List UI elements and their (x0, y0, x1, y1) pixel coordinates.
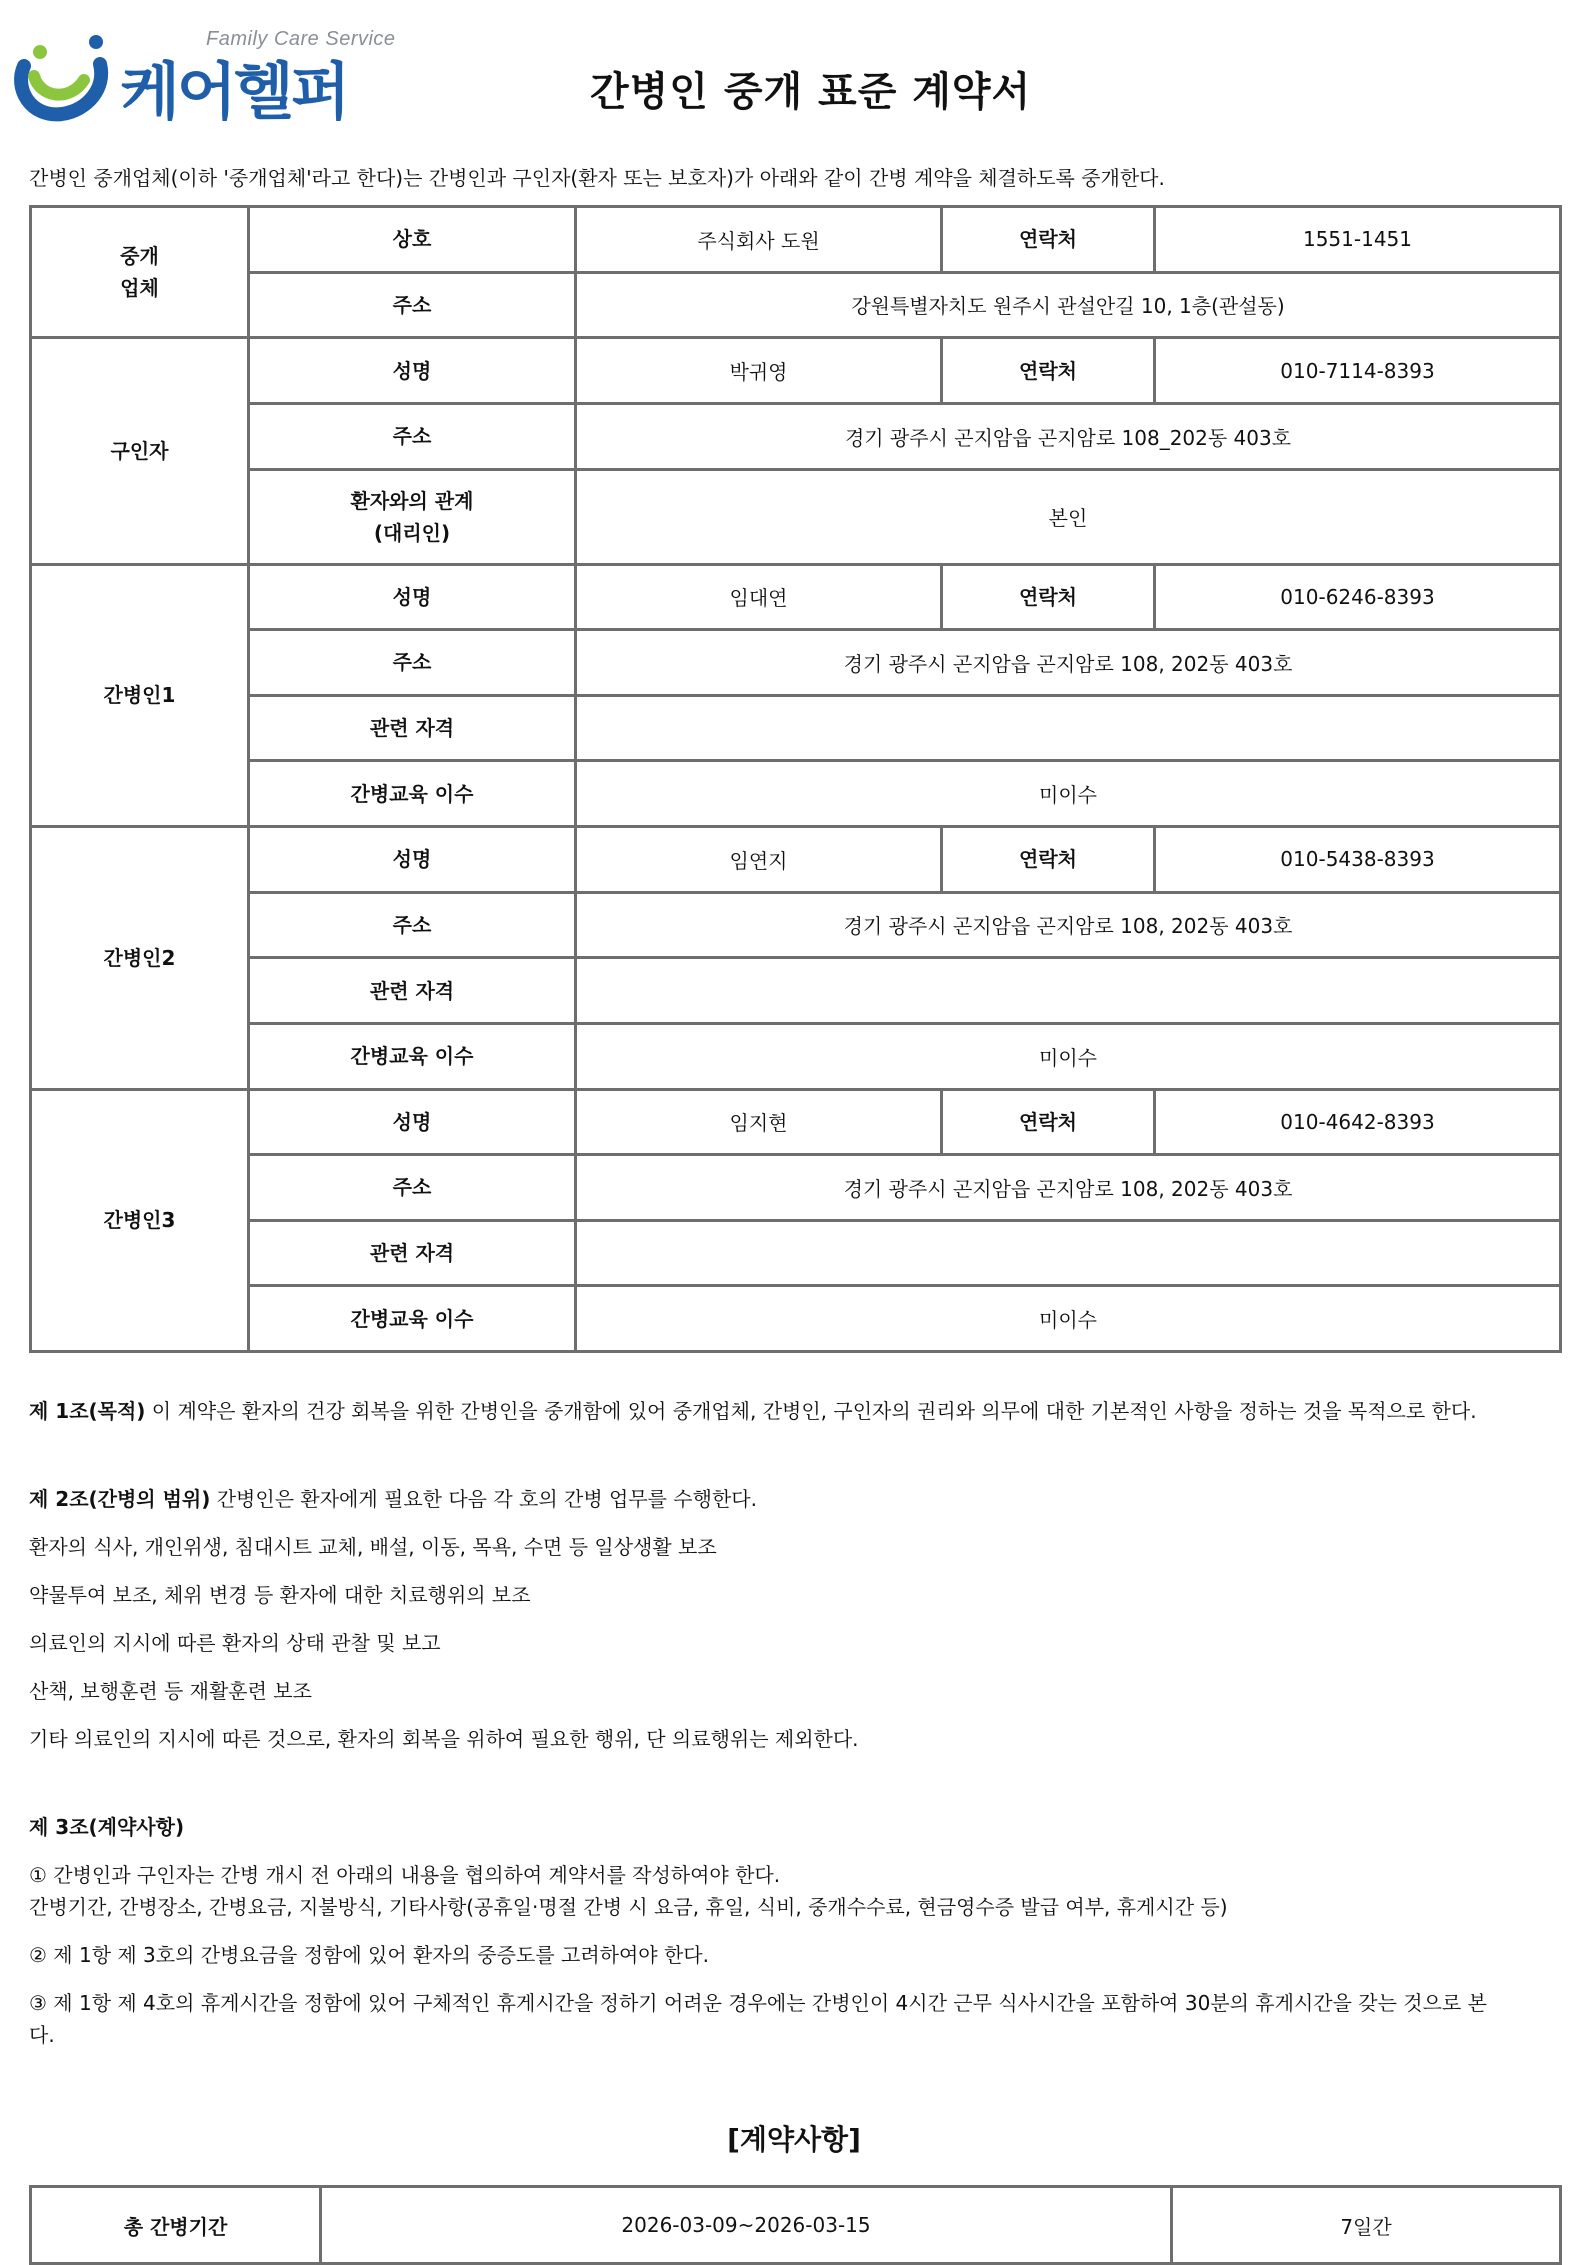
table-row (31, 403, 1561, 469)
page-title: 간병인 중개 표준 계약서 (590, 69, 1032, 115)
contact-label: 연락처 (942, 827, 1155, 893)
agency-address: 강원특별자치도 원주시 관설안길 10, 1층(관설동) (576, 272, 1561, 338)
table-row (31, 827, 1561, 893)
caregiver-education: 미이수 (576, 1023, 1561, 1089)
table-row (31, 564, 1561, 630)
agency-trade-name: 주식회사 도원 (576, 207, 942, 273)
caregiver-contact: 010-4642-8393 (1155, 1089, 1561, 1155)
article-2 (29, 1483, 757, 1512)
caregiver-address: 경기 광주시 곤지암읍 곤지암로 108, 202동 403호 (576, 892, 1561, 958)
caregiver-qualification (576, 958, 1561, 1024)
table-row (31, 892, 1561, 958)
client-section-label: 구인자 (31, 338, 249, 564)
address-label: 주소 (249, 630, 576, 696)
list-item: 환자의 식사, 개인위생, 침대시트 교체, 배설, 이동, 목욕, 수면 등 일상생활 보조 (29, 1535, 717, 1559)
table-row (31, 1220, 1561, 1286)
logo-wordmark: 케어헬퍼 (120, 55, 348, 128)
list-item: 기타 의료인의 지시에 따른 것으로, 환자의 회복을 위하여 필요한 행위, 단 의료행위는 제외한다. (29, 1727, 859, 1751)
caregiver-section-label: 간병인3 (31, 1089, 249, 1352)
list-item: 의료인의 지시에 따른 환자의 상태 관찰 및 보고 (29, 1631, 441, 1655)
intro-text: 간병인 중개업체(이하 '중개업체'라고 한다)는 간병인과 구인자(환자 또는 보호자)가 아래와 같이 간병 계약을 체결하도록 중개한다. (29, 166, 1165, 190)
client-relation: 본인 (576, 469, 1561, 564)
article-2-heading: 제 2조(간병의 범위) (29, 1487, 211, 1511)
name-label: 성명 (249, 564, 576, 630)
contact-label: 연락처 (942, 1089, 1155, 1155)
period-days: 7일간 (1172, 2187, 1561, 2264)
caregiver-education: 미이수 (576, 761, 1561, 827)
article-1-text: 이 계약은 환자의 건강 회복을 위한 간병인을 중개함에 있어 중개업체, 간병인, 구인자의 권리와 의무에 대한 기본적인 사항을 정하는 것을 목적으로 한다. (145, 1399, 1477, 1423)
terms-table (29, 2185, 1562, 2265)
article-1-heading: 제 1조(목적) (29, 1399, 146, 1423)
client-address: 경기 광주시 곤지암읍 곤지암로 108_202동 403호 (576, 403, 1561, 469)
caregiver-name: 임연지 (576, 827, 942, 893)
caregiver-contact: 010-6246-8393 (1155, 564, 1561, 630)
logo-tagline: Family Care Service (206, 28, 396, 50)
period-value: 2026-03-09~2026-03-15 (321, 2187, 1172, 2264)
agency-section-label: 중개 업체 (31, 207, 249, 338)
caregiver-qualification (576, 695, 1561, 761)
trade-name-label: 상호 (249, 207, 576, 273)
relation-label: 환자와의 관계 (대리인) (249, 469, 576, 564)
table-row (31, 1286, 1561, 1352)
caregiver-section-label: 간병인2 (31, 827, 249, 1090)
caregiver-name: 임대연 (576, 564, 942, 630)
list-item: 약물투여 보조, 체위 변경 등 환자에 대한 치료행위의 보조 (29, 1583, 531, 1607)
caregiver-education: 미이수 (576, 1286, 1561, 1352)
terms-title: [계약사항] (727, 2123, 861, 2156)
education-label: 간병교육 이수 (249, 761, 576, 827)
name-label: 성명 (249, 827, 576, 893)
table-row (31, 272, 1561, 338)
address-label: 주소 (249, 272, 576, 338)
logo (10, 22, 405, 128)
contact-label: 연락처 (942, 207, 1155, 273)
caregiver-name: 임지현 (576, 1089, 942, 1155)
logo-mark-icon (10, 28, 120, 128)
table-row (31, 695, 1561, 761)
caregiver-qualification (576, 1220, 1561, 1286)
address-label: 주소 (249, 1155, 576, 1221)
table-row (31, 338, 1561, 404)
table-row (31, 630, 1561, 696)
contact-label: 연락처 (942, 564, 1155, 630)
article-3-para-3: ③ 제 1항 제 4호의 휴게시간을 정함에 있어 구체적인 휴게시간을 정하기 어려운 경우에는 간병인이 4시간 근무 식사시간을 포함하여 30분의 휴게시간을 갖는 것으로 본 다. (29, 1991, 1487, 2047)
article-3-para-2: ② 제 1항 제 3호의 간병요금을 정함에 있어 환자의 중증도를 고려하여야 한다. (29, 1943, 709, 1967)
article-2-text: 간병인은 환자에게 필요한 다음 각 호의 간병 업무를 수행한다. (210, 1487, 757, 1511)
qualification-label: 관련 자격 (249, 1220, 576, 1286)
education-label: 간병교육 이수 (249, 1023, 576, 1089)
address-label: 주소 (249, 892, 576, 958)
article-3-heading: 제 3조(계약사항) (29, 1815, 185, 1839)
education-label: 간병교육 이수 (249, 1286, 576, 1352)
name-label: 성명 (249, 1089, 576, 1155)
article-1 (29, 1395, 1477, 1424)
table-row (31, 761, 1561, 827)
caregiver-address: 경기 광주시 곤지암읍 곤지암로 108, 202동 403호 (576, 630, 1561, 696)
name-label: 성명 (249, 338, 576, 404)
agency-contact: 1551-1451 (1155, 207, 1561, 273)
period-label: 총 간병기간 (31, 2187, 321, 2264)
caregiver-address: 경기 광주시 곤지암읍 곤지암로 108, 202동 403호 (576, 1155, 1561, 1221)
address-label: 주소 (249, 403, 576, 469)
article-3-para-1-detail: 간병기간, 간병장소, 간병요금, 지불방식, 기타사항(공휴일·명절 간병 시 요금, 휴일, 식비, 중개수수료, 현금영수증 발급 여부, 휴게시간 등) (29, 1895, 1228, 1919)
table-row (31, 2187, 1561, 2264)
qualification-label: 관련 자격 (249, 695, 576, 761)
table-row (31, 958, 1561, 1024)
table-row (31, 1089, 1561, 1155)
party-info-table (29, 205, 1562, 1353)
table-row (31, 1155, 1561, 1221)
table-row (31, 469, 1561, 564)
client-contact: 010-7114-8393 (1155, 338, 1561, 404)
table-row (31, 1023, 1561, 1089)
table-row (31, 207, 1561, 273)
article-3-para-1: ① 간병인과 구인자는 간병 개시 전 아래의 내용을 협의하여 계약서를 작성하여야 한다. (29, 1863, 781, 1887)
caregiver-contact: 010-5438-8393 (1155, 827, 1561, 893)
caregiver-section-label: 간병인1 (31, 564, 249, 827)
contact-label: 연락처 (942, 338, 1155, 404)
client-name: 박귀영 (576, 338, 942, 404)
list-item: 산책, 보행훈련 등 재활훈련 보조 (29, 1679, 312, 1703)
qualification-label: 관련 자격 (249, 958, 576, 1024)
